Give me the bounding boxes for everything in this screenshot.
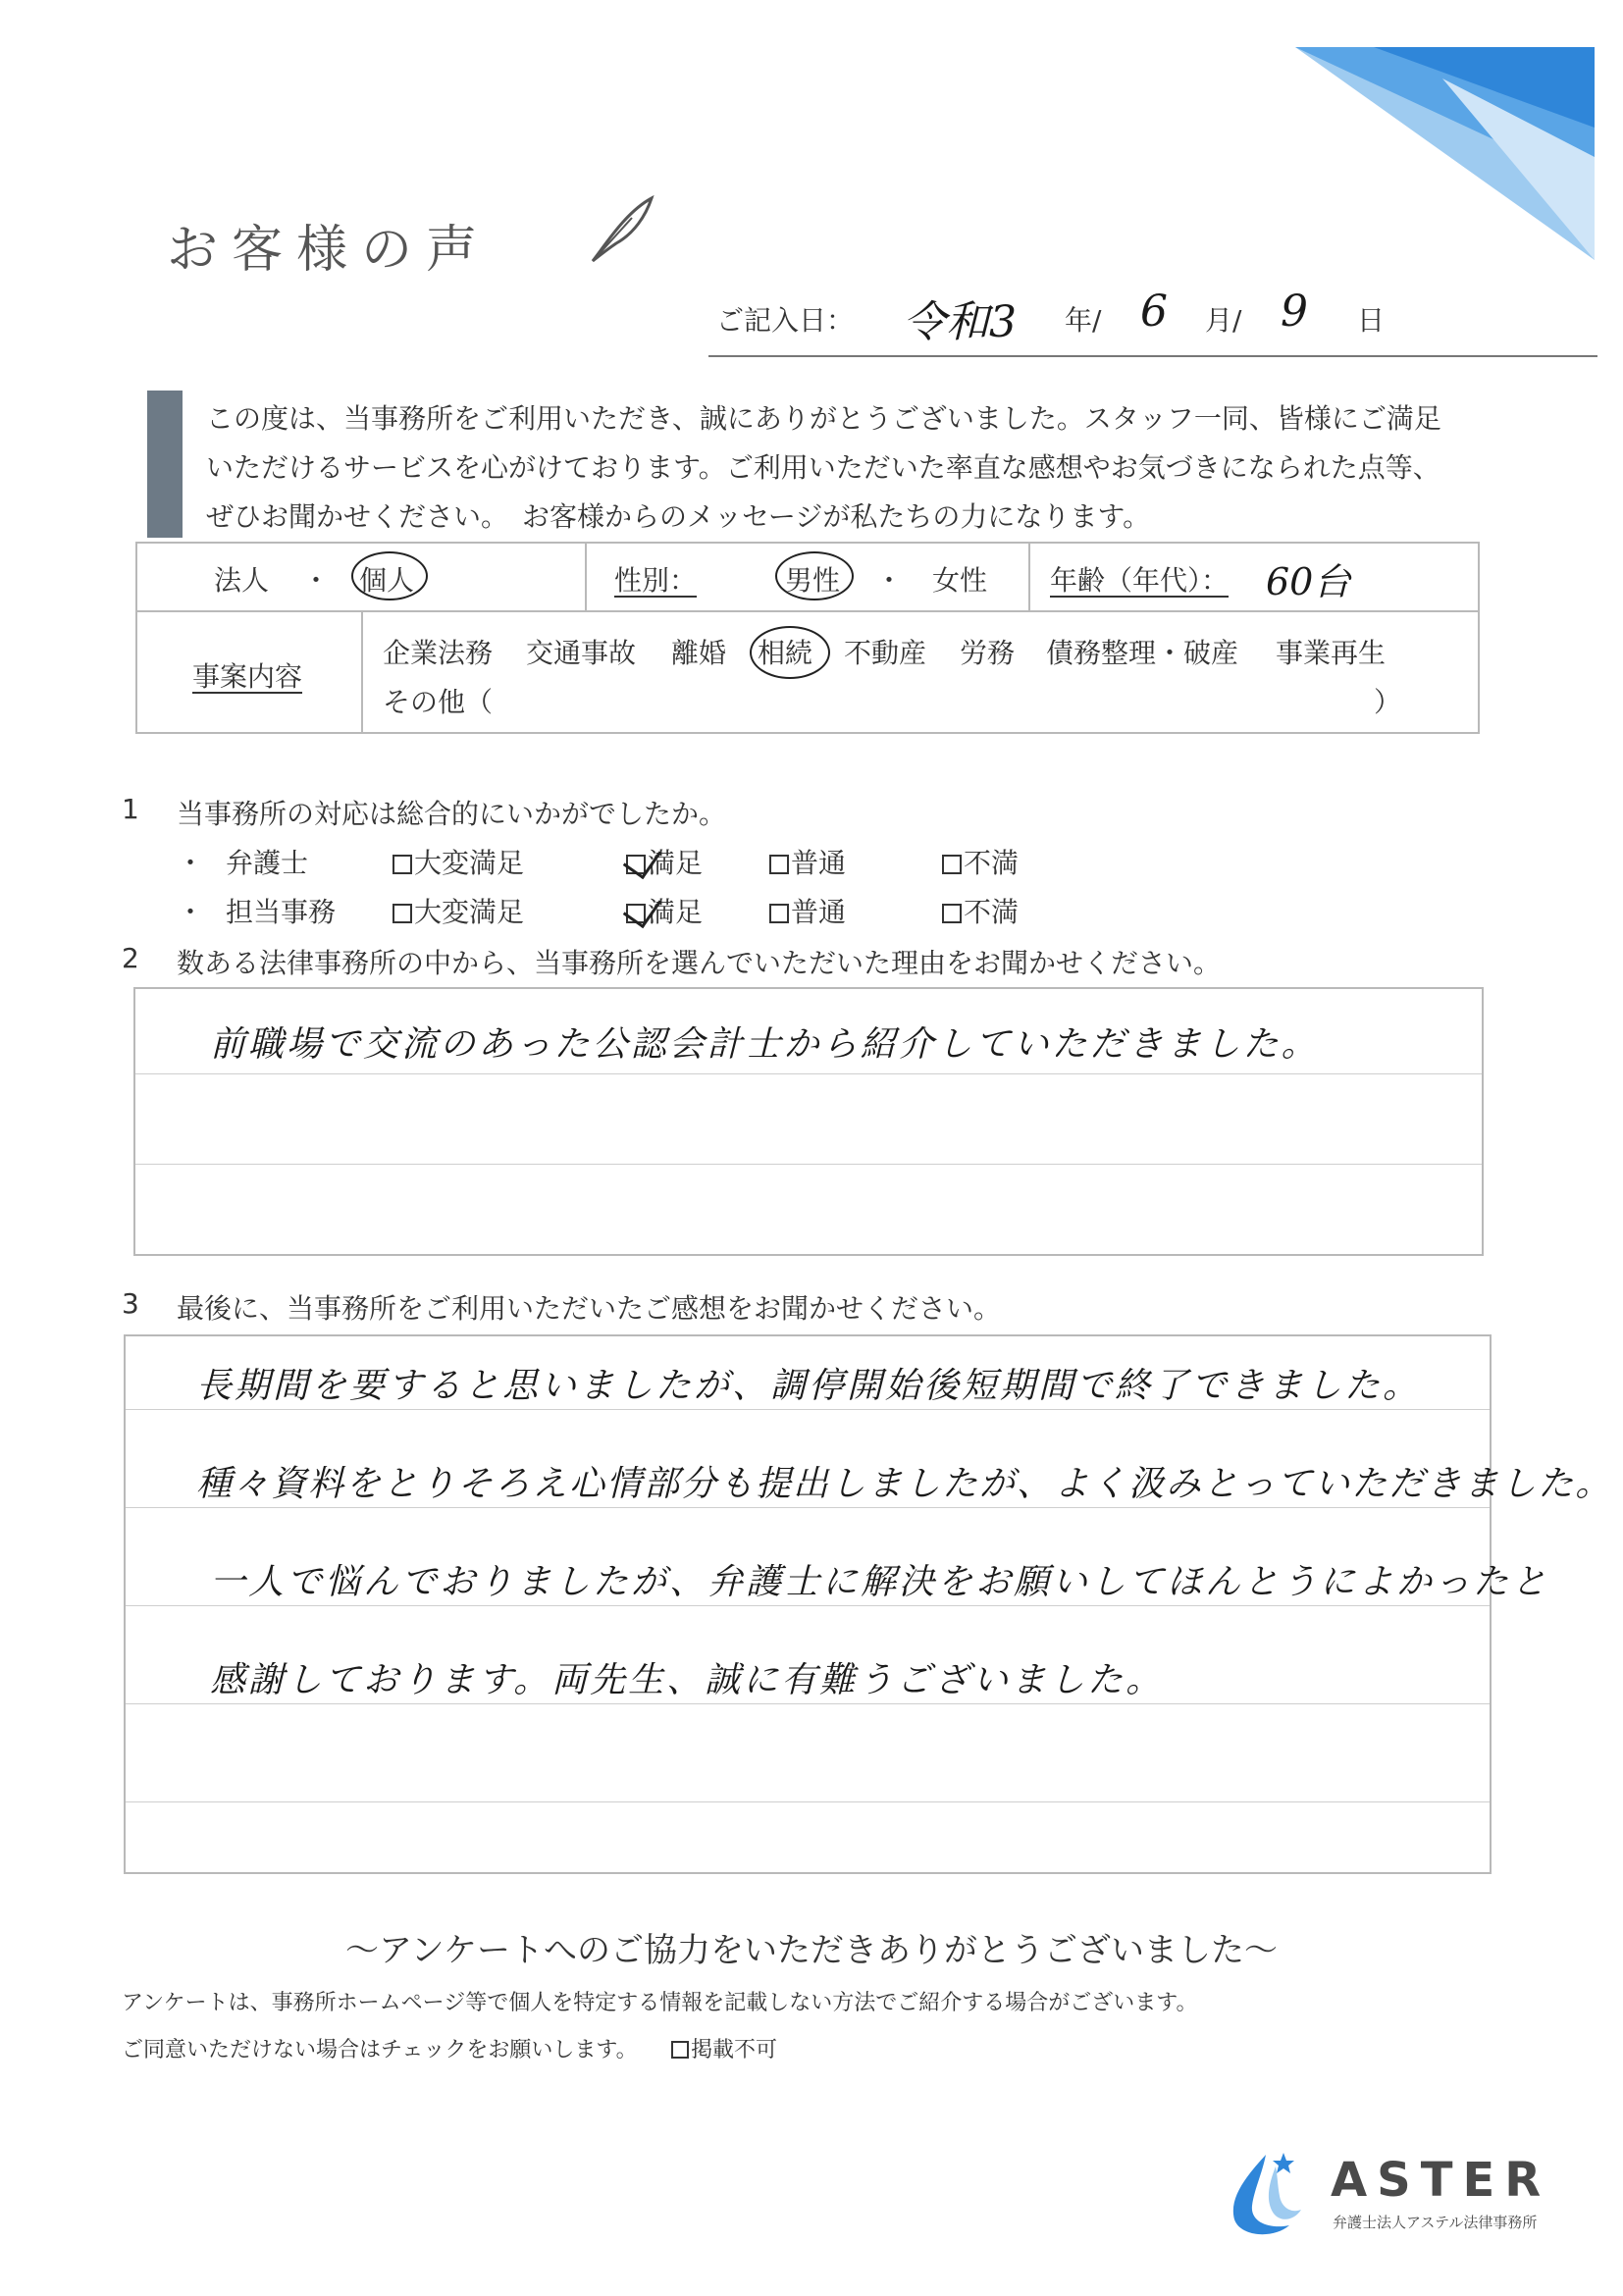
corner-decoration [1285, 39, 1599, 265]
q1-lawyer-dissatisfied[interactable]: 不満 [942, 842, 1019, 881]
profile-row-divider [135, 610, 1480, 612]
case-other-label: その他（ [383, 686, 494, 718]
age-value: 60台 [1266, 560, 1351, 603]
checkbox-icon [769, 855, 789, 874]
intro-line-1: この度は、当事務所をご利用いただき、誠にありがとうございました。スタッフ一同、皆様にご満足 [206, 402, 1441, 435]
date-underline [708, 355, 1597, 357]
q3-answer-box[interactable] [124, 1334, 1492, 1874]
q3-ruled-line [126, 1409, 1490, 1410]
corp-option: 法人 [214, 564, 270, 597]
q1-lawyer-satisfied[interactable]: 満足 [626, 842, 703, 881]
q1-row-lawyer [177, 842, 1060, 881]
q3-answer-line-3: 一人で悩んでおりましたが、弁護士に解決をお願いしてほんとうによかったと [210, 1562, 1550, 1602]
q2-question: 数ある法律事務所の中から、当事務所を選んでいただいた理由をお聞かせください。 [177, 947, 1222, 979]
footer-note-1: アンケートは、事務所ホームページ等で個人を特定する情報を記載しない方法でご紹介する場合がございます。 [122, 1991, 1198, 2015]
checkbox-icon [393, 904, 412, 923]
checked-box-icon [626, 855, 646, 874]
q3-number: 3 [122, 1287, 139, 1320]
q2-answer-text: 前職場で交流のあった公認会計士から紹介していただきました。 [210, 1024, 1320, 1065]
q2-ruled-line [135, 1073, 1482, 1074]
corp-separator: ・ [302, 564, 331, 597]
intro-line-2: いただけるサービスを心がけております。ご利用いただいた率直な感想やお気づきになられた点等、 [206, 451, 1440, 484]
profile-col-divider-1 [585, 542, 587, 612]
case-type-debt: 債務整理・破産 [1046, 637, 1239, 669]
date-month-unit: 月/ [1205, 304, 1242, 337]
footer-thanks: 〜アンケートへのご協力をいただきありがとうございました〜 [345, 1931, 1278, 1970]
case-label: 事案内容 [192, 660, 303, 693]
q3-ruled-line [126, 1605, 1490, 1606]
q3-answer-line-1: 長期間を要すると思いましたが、調停開始後短期間で終了できました。 [196, 1366, 1422, 1406]
checkbox-icon [942, 855, 962, 874]
q1-row-staff [177, 891, 1060, 930]
male-circle-mark [775, 551, 854, 600]
male-option: 男性 [785, 564, 841, 597]
q3-answer-line-2: 種々資料をとりそろえ心情部分も提出しましたが、よく汲みとっていただきました。 [196, 1464, 1613, 1504]
checkbox-icon [769, 904, 789, 923]
q1-staff-dissatisfied[interactable]: 不満 [942, 891, 1019, 930]
no-publish-label: 掲載不可 [691, 2038, 778, 2062]
q1-lawyer-normal[interactable]: 普通 [769, 842, 846, 881]
date-day-value: 9 [1281, 287, 1308, 337]
case-type-corporate: 企業法務 [383, 637, 494, 669]
case-type-labor: 労務 [960, 637, 1016, 669]
individual-option: 個人 [359, 564, 415, 597]
q1-number: 1 [122, 793, 139, 825]
case-type-inheritance: 相続 [758, 637, 813, 669]
q3-ruled-line [126, 1507, 1490, 1508]
gender-label: 性別： [614, 564, 698, 597]
q1-staff-normal[interactable]: 普通 [769, 891, 846, 930]
female-option: 女性 [932, 564, 988, 597]
case-type-restructuring: 事業再生 [1276, 637, 1387, 669]
case-type-divorce: 離婚 [671, 637, 727, 669]
q1-staff-label: 担当事務 [226, 896, 337, 928]
feather-icon [587, 194, 655, 265]
q1-lawyer-bullet: ・ [177, 847, 205, 879]
q1-staff-very-satisfied[interactable]: 大変満足 [393, 891, 524, 930]
q3-ruled-line [126, 1703, 1490, 1704]
gender-separator: ・ [875, 564, 904, 597]
date-month-value: 6 [1140, 287, 1168, 337]
q1-staff-bullet: ・ [177, 896, 205, 928]
q2-ruled-line [135, 1164, 1482, 1165]
q3-answer-line-4: 感謝しております。両先生、誠に有難うございました。 [210, 1660, 1165, 1700]
q3-question: 最後に、当事務所をご利用いただいたご感想をお聞かせください。 [177, 1292, 1002, 1325]
inheritance-circle-mark [750, 626, 830, 679]
aster-logo-subtitle: 弁護士法人アステル法律事務所 [1333, 2214, 1538, 2231]
case-col-divider [361, 610, 363, 734]
date-day-unit: 日 [1357, 304, 1386, 337]
checkbox-icon [942, 904, 962, 923]
page-title: お客様の声 [167, 221, 492, 280]
date-label: ご記入日： [716, 304, 855, 337]
checkbox-icon [393, 855, 412, 874]
no-publish-checkbox[interactable] [671, 2033, 777, 2063]
aster-logo-icon [1217, 2147, 1311, 2241]
individual-circle-mark [351, 551, 428, 600]
checkbox-icon [671, 2041, 689, 2059]
profile-col-divider-2 [1028, 542, 1030, 612]
intro-text [206, 394, 1441, 542]
case-type-real-estate: 不動産 [844, 637, 927, 669]
intro-bar [147, 391, 183, 538]
q1-lawyer-very-satisfied[interactable]: 大変満足 [393, 842, 524, 881]
q3-ruled-line [126, 1801, 1490, 1802]
case-type-traffic: 交通事故 [526, 637, 637, 669]
footer-note-2: ご同意いただけない場合はチェックをお願いします。 [122, 2038, 638, 2062]
date-era-value: 令和3 [903, 297, 1017, 347]
age-label: 年齢（年代）： [1050, 564, 1230, 597]
q2-number: 2 [122, 942, 139, 974]
aster-logo-name: ASTER [1331, 2153, 1551, 2208]
intro-line-3: ぜひお聞かせください。 お客様からのメッセージが私たちの力になります。 [206, 500, 1151, 533]
checked-box-icon [626, 904, 646, 923]
q1-question: 当事務所の対応は総合的にいかがでしたか。 [177, 798, 727, 830]
date-year-unit: 年/ [1065, 304, 1102, 337]
case-other-close: ） [1374, 686, 1402, 718]
q1-staff-satisfied[interactable]: 満足 [626, 891, 703, 930]
q1-lawyer-label: 弁護士 [226, 847, 309, 879]
